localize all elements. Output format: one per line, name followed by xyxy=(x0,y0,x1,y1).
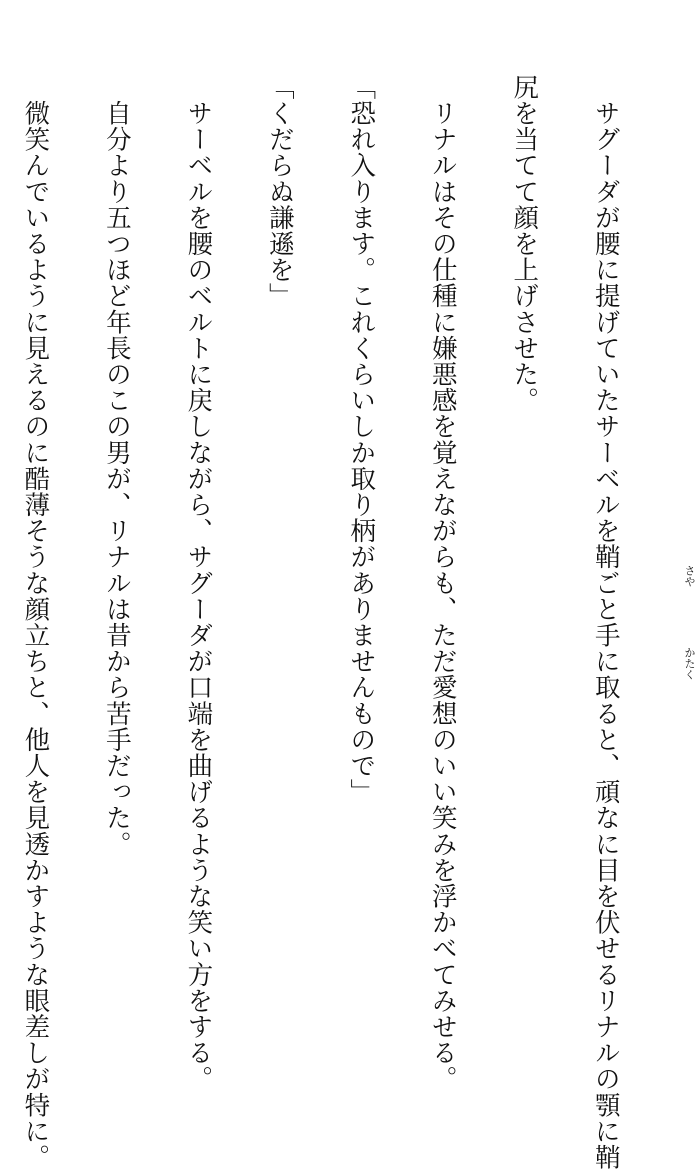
text-line-4: 「恐れ入ります。これくらいしか取り柄がありませんもので」 xyxy=(346,74,377,805)
furigana-saya: さや xyxy=(683,565,696,587)
furigana-katakuna: かたく xyxy=(683,647,696,680)
text-line-6: サーベルを腰のベルトに戻しながら、サグーダが口端を曲げるような笑い方をする。 xyxy=(183,74,214,1092)
vertical-text-block xyxy=(0,74,673,1170)
text-line-1: サグーダが腰に提げていたサーベルを鞘ごと手に取ると、頑なに目を伏せるリナルの顎に鞘 xyxy=(590,74,621,1170)
text-line-5: 「くだらぬ謙遜を」 xyxy=(264,74,295,309)
text-line-8: 微笑んでいるように見えるのに酷薄そうな顔立ちと、他人を見透かすような眼差しが特に。 xyxy=(20,74,51,1170)
text-line-3: リナルはその仕種に嫌悪感を覚えながらも、ただ愛想のいい笑みを浮かべてみせる。 xyxy=(427,74,458,1092)
text-line-2: 尻を当てて顔を上げさせた。 xyxy=(509,74,540,414)
text-line-7: 自分より五つほど年長のこの男が、リナルは昔から苦手だった。 xyxy=(101,74,132,857)
